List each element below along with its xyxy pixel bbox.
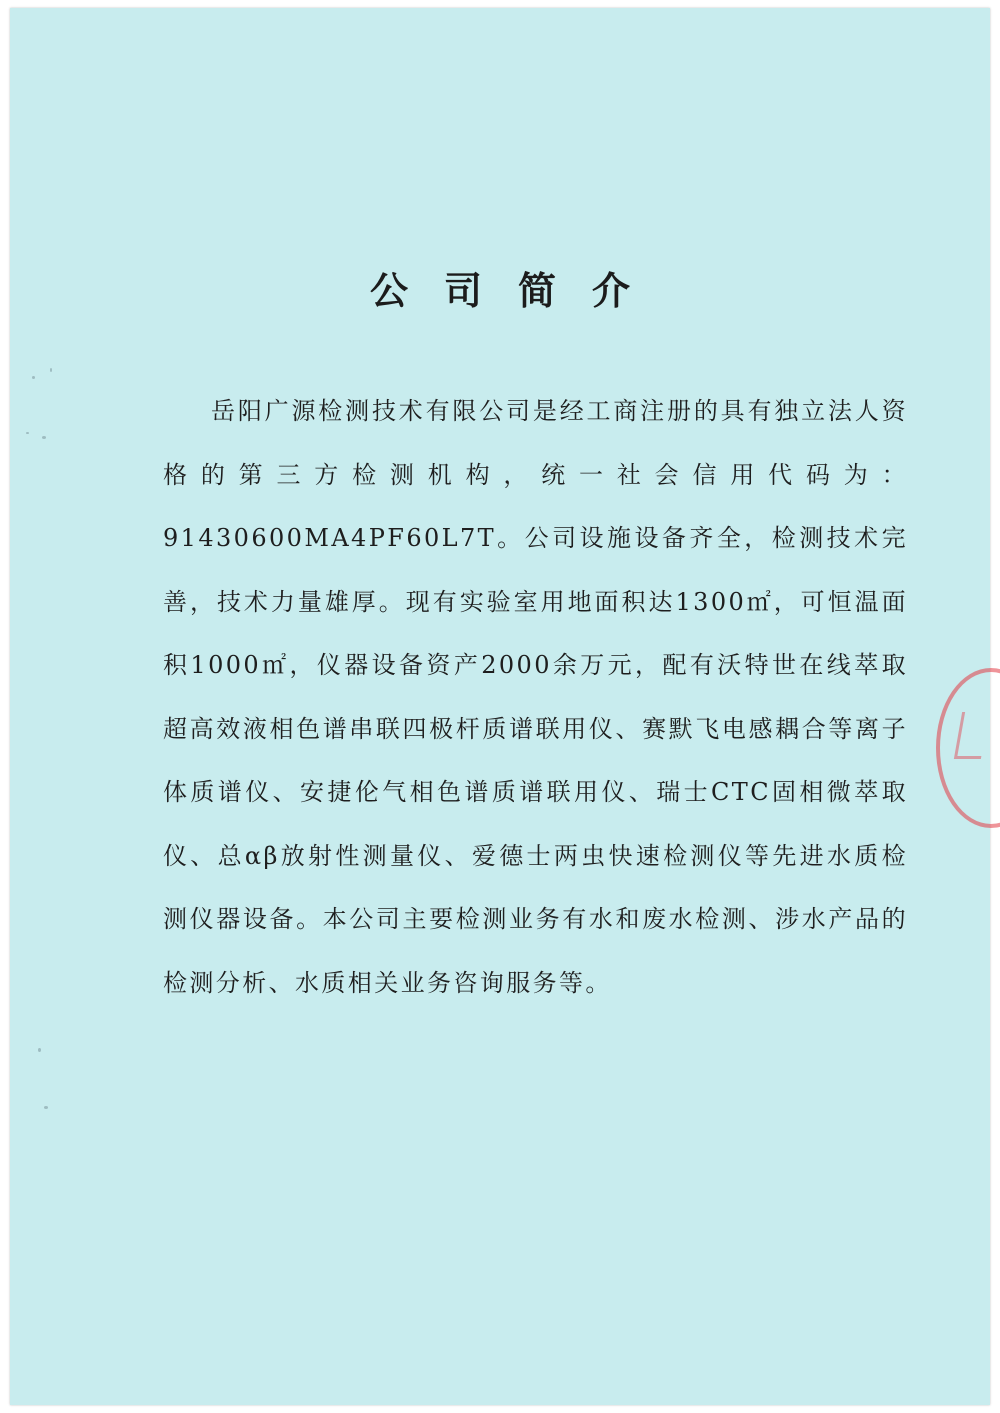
scan-speck: [32, 376, 35, 379]
scan-speck: [26, 432, 29, 434]
page-title: 公司简介: [369, 269, 666, 313]
company-introduction-paragraph: 岳阳广源检测技术有限公司是经工商注册的具有独立法人资格的第三方检测机构，统一社会信用代码为：91430600MA4PF60L7T。公司设施设备齐全，检测技术完善，技术力量雄厚。现有实验室用地面积达1300㎡，可恒温面积1000㎡，仪器设备资产2000余万元，配有沃特世在线萃取超高效液相色谱串联四极杆质谱联用仪、赛默飞电感耦合等离子体质谱仪、安捷伦气相色谱质谱联用仪、瑞士CTC固相微萃取仪、总αβ放射性测量仪、爱德士两虫快速检测仪等先进水质检测仪器设备。本公司主要检测业务有水和废水检测、涉水产品的检测分析、水质相关业务咨询服务等。: [163, 397, 908, 997]
scan-speck: [50, 368, 52, 372]
scan-speck: [44, 1106, 48, 1109]
scan-speck: [38, 1048, 41, 1052]
document-page: [10, 8, 990, 1405]
scan-speck: [42, 436, 46, 439]
